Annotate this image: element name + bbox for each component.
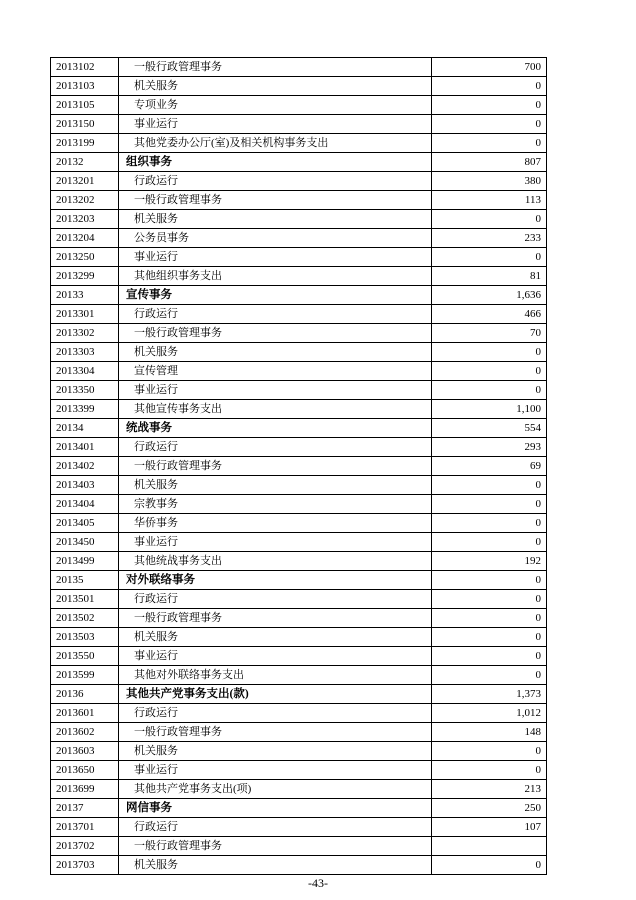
row-name: 事业运行	[119, 761, 432, 780]
row-code: 2013350	[51, 381, 119, 400]
row-code: 2013105	[51, 96, 119, 115]
row-value: 1,100	[432, 400, 547, 419]
row-name: 公务员事务	[119, 229, 432, 248]
row-name: 机关服务	[119, 742, 432, 761]
row-name: 一般行政管理事务	[119, 457, 432, 476]
row-value: 233	[432, 229, 547, 248]
row-value: 1,012	[432, 704, 547, 723]
table-row	[51, 761, 547, 780]
row-name: 机关服务	[119, 77, 432, 96]
row-name: 机关服务	[119, 628, 432, 647]
table-row	[51, 134, 547, 153]
row-code: 2013703	[51, 856, 119, 875]
row-value: 0	[432, 381, 547, 400]
row-code: 2013601	[51, 704, 119, 723]
row-code: 2013403	[51, 476, 119, 495]
table-row	[51, 96, 547, 115]
row-value: 0	[432, 742, 547, 761]
table-row	[51, 438, 547, 457]
row-name: 组织事务	[119, 153, 432, 172]
row-code: 2013302	[51, 324, 119, 343]
row-name: 行政运行	[119, 172, 432, 191]
row-value: 0	[432, 115, 547, 134]
row-name: 行政运行	[119, 590, 432, 609]
row-name: 行政运行	[119, 305, 432, 324]
row-value: 1,373	[432, 685, 547, 704]
row-code: 2013405	[51, 514, 119, 533]
row-name: 宗教事务	[119, 495, 432, 514]
row-value: 0	[432, 362, 547, 381]
table-row	[51, 799, 547, 818]
row-name: 宣传管理	[119, 362, 432, 381]
row-name: 一般行政管理事务	[119, 58, 432, 77]
page-number: -43-	[308, 876, 328, 890]
table-row	[51, 457, 547, 476]
table-row	[51, 533, 547, 552]
row-code: 2013201	[51, 172, 119, 191]
row-value: 69	[432, 457, 547, 476]
row-code: 2013502	[51, 609, 119, 628]
table-row	[51, 476, 547, 495]
row-code: 2013503	[51, 628, 119, 647]
row-code: 2013699	[51, 780, 119, 799]
budget-table	[50, 57, 547, 875]
row-code: 2013501	[51, 590, 119, 609]
table-row	[51, 400, 547, 419]
row-value: 293	[432, 438, 547, 457]
row-code: 2013203	[51, 210, 119, 229]
table-row	[51, 571, 547, 590]
table-row	[51, 153, 547, 172]
table-row	[51, 115, 547, 134]
row-code: 2013402	[51, 457, 119, 476]
row-code: 2013202	[51, 191, 119, 210]
row-value: 0	[432, 533, 547, 552]
row-value: 0	[432, 761, 547, 780]
row-code: 2013399	[51, 400, 119, 419]
row-value: 0	[432, 609, 547, 628]
table-row	[51, 856, 547, 875]
row-value: 213	[432, 780, 547, 799]
row-name: 其他共产党事务支出(项)	[119, 780, 432, 799]
row-name: 事业运行	[119, 248, 432, 267]
row-code: 2013303	[51, 343, 119, 362]
table-row	[51, 77, 547, 96]
table-row	[51, 210, 547, 229]
row-code: 2013102	[51, 58, 119, 77]
table-row	[51, 172, 547, 191]
table-row	[51, 609, 547, 628]
row-code: 2013401	[51, 438, 119, 457]
row-code: 2013250	[51, 248, 119, 267]
row-value: 0	[432, 476, 547, 495]
row-value: 0	[432, 590, 547, 609]
row-code: 2013550	[51, 647, 119, 666]
row-code: 2013199	[51, 134, 119, 153]
row-name: 一般行政管理事务	[119, 723, 432, 742]
row-code: 2013650	[51, 761, 119, 780]
row-name: 机关服务	[119, 856, 432, 875]
row-name: 宣传事务	[119, 286, 432, 305]
row-name: 专项业务	[119, 96, 432, 115]
row-name: 机关服务	[119, 210, 432, 229]
row-name: 行政运行	[119, 438, 432, 457]
row-code: 2013150	[51, 115, 119, 134]
row-name: 事业运行	[119, 533, 432, 552]
row-value: 700	[432, 58, 547, 77]
row-value: 1,636	[432, 286, 547, 305]
row-value: 0	[432, 514, 547, 533]
row-value: 0	[432, 210, 547, 229]
row-value: 0	[432, 134, 547, 153]
row-value: 148	[432, 723, 547, 742]
table-row	[51, 58, 547, 77]
table-row	[51, 780, 547, 799]
table-row	[51, 381, 547, 400]
row-value: 807	[432, 153, 547, 172]
row-name: 事业运行	[119, 115, 432, 134]
row-value: 250	[432, 799, 547, 818]
table-row	[51, 514, 547, 533]
row-name: 华侨事务	[119, 514, 432, 533]
row-name: 其他共产党事务支出(款)	[119, 685, 432, 704]
row-name: 一般行政管理事务	[119, 609, 432, 628]
table-row	[51, 590, 547, 609]
row-name: 事业运行	[119, 647, 432, 666]
row-code: 2013602	[51, 723, 119, 742]
row-value: 466	[432, 305, 547, 324]
row-code: 2013299	[51, 267, 119, 286]
table-row	[51, 552, 547, 571]
row-value: 380	[432, 172, 547, 191]
table-row	[51, 742, 547, 761]
row-name: 机关服务	[119, 476, 432, 495]
table-row	[51, 723, 547, 742]
row-value: 0	[432, 628, 547, 647]
row-name: 其他统战事务支出	[119, 552, 432, 571]
row-name: 行政运行	[119, 704, 432, 723]
row-value: 0	[432, 666, 547, 685]
row-code: 2013103	[51, 77, 119, 96]
row-value: 192	[432, 552, 547, 571]
row-name: 统战事务	[119, 419, 432, 438]
table-row	[51, 343, 547, 362]
row-name: 一般行政管理事务	[119, 191, 432, 210]
row-name: 其他党委办公厅(室)及相关机构事务支出	[119, 134, 432, 153]
table-row	[51, 666, 547, 685]
row-code: 2013599	[51, 666, 119, 685]
row-value: 0	[432, 96, 547, 115]
table-row	[51, 267, 547, 286]
row-value: 0	[432, 495, 547, 514]
row-value: 0	[432, 856, 547, 875]
row-code: 2013304	[51, 362, 119, 381]
table-row	[51, 647, 547, 666]
row-name: 一般行政管理事务	[119, 837, 432, 856]
row-name: 事业运行	[119, 381, 432, 400]
row-value: 81	[432, 267, 547, 286]
table-row	[51, 191, 547, 210]
table-row	[51, 419, 547, 438]
row-code: 2013603	[51, 742, 119, 761]
row-name: 机关服务	[119, 343, 432, 362]
row-value	[432, 837, 547, 856]
row-name: 对外联络事务	[119, 571, 432, 590]
row-value: 0	[432, 77, 547, 96]
row-value: 113	[432, 191, 547, 210]
row-code: 2013204	[51, 229, 119, 248]
row-code: 20135	[51, 571, 119, 590]
table-row	[51, 837, 547, 856]
row-code: 20132	[51, 153, 119, 172]
row-value: 0	[432, 647, 547, 666]
budget-table-body	[51, 58, 547, 875]
row-name: 行政运行	[119, 818, 432, 837]
row-name: 一般行政管理事务	[119, 324, 432, 343]
row-code: 20134	[51, 419, 119, 438]
row-value: 0	[432, 248, 547, 267]
table-row	[51, 362, 547, 381]
table-row	[51, 229, 547, 248]
row-code: 20136	[51, 685, 119, 704]
row-value: 0	[432, 571, 547, 590]
row-value: 107	[432, 818, 547, 837]
table-row	[51, 305, 547, 324]
row-code: 2013404	[51, 495, 119, 514]
table-row	[51, 704, 547, 723]
row-value: 70	[432, 324, 547, 343]
table-row	[51, 324, 547, 343]
row-code: 2013301	[51, 305, 119, 324]
row-name: 其他对外联络事务支出	[119, 666, 432, 685]
row-value: 554	[432, 419, 547, 438]
row-code: 2013499	[51, 552, 119, 571]
row-code: 2013702	[51, 837, 119, 856]
row-name: 其他组织事务支出	[119, 267, 432, 286]
table-row	[51, 495, 547, 514]
table-row	[51, 248, 547, 267]
table-row	[51, 628, 547, 647]
table-row	[51, 685, 547, 704]
row-name: 网信事务	[119, 799, 432, 818]
row-code: 2013701	[51, 818, 119, 837]
row-name: 其他宣传事务支出	[119, 400, 432, 419]
row-code: 20137	[51, 799, 119, 818]
row-code: 2013450	[51, 533, 119, 552]
table-row	[51, 818, 547, 837]
table-row	[51, 286, 547, 305]
row-code: 20133	[51, 286, 119, 305]
row-value: 0	[432, 343, 547, 362]
